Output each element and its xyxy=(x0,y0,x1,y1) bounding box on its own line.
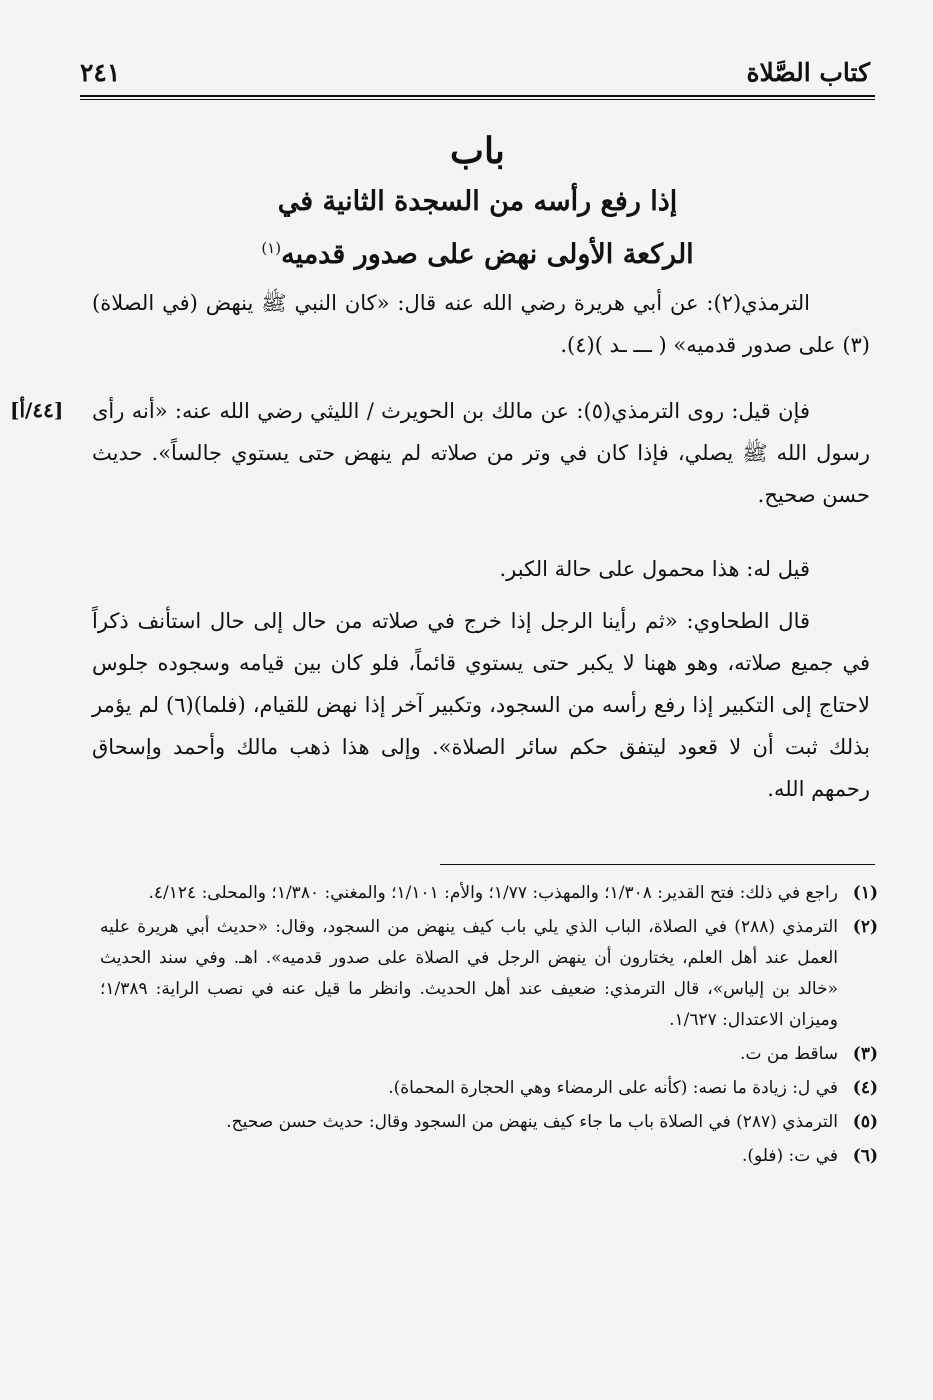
footnote-text: في ل: زيادة ما نصه: (كأنه على الرمضاء وهي الحجارة المحماة). xyxy=(388,1078,838,1098)
footnote-item xyxy=(100,878,878,909)
footnote-number: (٢) xyxy=(852,917,878,937)
paragraph: قيل له: هذا محمول على حالة الكبر. xyxy=(499,557,810,581)
footnote-item xyxy=(100,912,878,1036)
running-header-chapter: كتاب الصَّلاة xyxy=(746,58,870,87)
paragraph: فإن قيل: روى الترمذي(٥): عن مالك بن الحويرث / الليثي رضي الله عنه: «أنه رأى رسول الله ﷺ يصلي، فإذا كان في وتر من صلاته لم ينهض حتى يستوي جالساً». حديث حسن صحيح. xyxy=(92,399,870,507)
manuscript-folio-note: [٤٤/أ] xyxy=(10,398,64,422)
footnote-number: (٦) xyxy=(852,1146,878,1166)
footnote-number: (٣) xyxy=(852,1044,878,1064)
footnote-number: (١) xyxy=(852,883,878,903)
footnote-reference: (١) xyxy=(261,239,282,257)
footnote-number: (٤) xyxy=(852,1078,878,1098)
footnote-text: الترمذي (٢٨٧) في الصلاة باب ما جاء كيف ينهض من السجود وقال: حديث حسن صحيح. xyxy=(226,1112,838,1132)
section-title-line-2-text: الركعة الأولى نهض على صدور قدميه xyxy=(281,239,694,270)
footnote-text: راجع في ذلك: فتح القدير: ١/٣٠٨؛ والمهذب: ١/٧٧؛ والأم: ١/١٠١؛ والمغني: ١/٣٨٠؛ والمحلى: ٤/١٢٤. xyxy=(148,883,838,903)
section-title-line-1: إذا رفع رأسه من السجدة الثانية في xyxy=(277,186,678,217)
footnote-number: (٥) xyxy=(852,1112,878,1132)
header-rule-thin xyxy=(80,99,875,100)
footnote-item xyxy=(100,1141,878,1172)
paragraph: قال الطحاوي: «ثم رأينا الرجل إذا خرج في صلاته من حال إلى حال استأنف ذكراً في جميع صلاته، وهو ههنا لا يكبر حتى يستوي قائماً، فلو كان بين قيامه وسجوده جلوس لاحتاج إلى التكبير إذا رفع رأسه من السجود، وتكبير آخر إذا نهض للقيام، (فلما)(٦) لم يؤمر بذلك ثبت أن لا قعود ليتفق حكم سائر الصلاة». وإلى هذا ذهب مالك وأحمد وإسحاق رحمهم الله. xyxy=(92,609,870,801)
footnote-text: ساقط من ت. xyxy=(740,1044,838,1064)
footnote-text: الترمذي (٢٨٨) في الصلاة، الباب الذي يلي باب كيف ينهض من السجود، وقال: «حديث أبي هريرة عليه العمل عند أهل العلم، يختارون أن ينهض الرجل في الصلاة على صدور قدميه». اهـ. وفي سند الحديث «خالد بن إلياس»، قال الترمذي: ضعيف عند أهل الحديث. وانظر ما قيل عنه في نصب الراية: ١/٣٨٩؛ وميزان الاعتدال: ١/٦٢٧. xyxy=(100,917,838,1030)
footnotes xyxy=(100,878,878,1175)
section-title-line-2 xyxy=(80,226,875,277)
footnote-item xyxy=(100,1039,878,1070)
footnote-text: في ت: (فلو). xyxy=(741,1146,838,1166)
chapter-heading: باب xyxy=(450,130,505,172)
header-rule xyxy=(80,95,875,97)
footnote-item xyxy=(100,1073,878,1104)
footnote-separator xyxy=(440,864,875,865)
page-number: ٢٤١ xyxy=(80,58,121,87)
running-header xyxy=(80,58,870,98)
paragraph: الترمذي(٢): عن أبي هريرة رضي الله عنه قال: «كان النبي ﷺ ينهض (في الصلاة)(٣) على صدور قدميه» ( ـــ ـد )(٤). xyxy=(92,291,870,357)
footnote-item xyxy=(100,1107,878,1138)
